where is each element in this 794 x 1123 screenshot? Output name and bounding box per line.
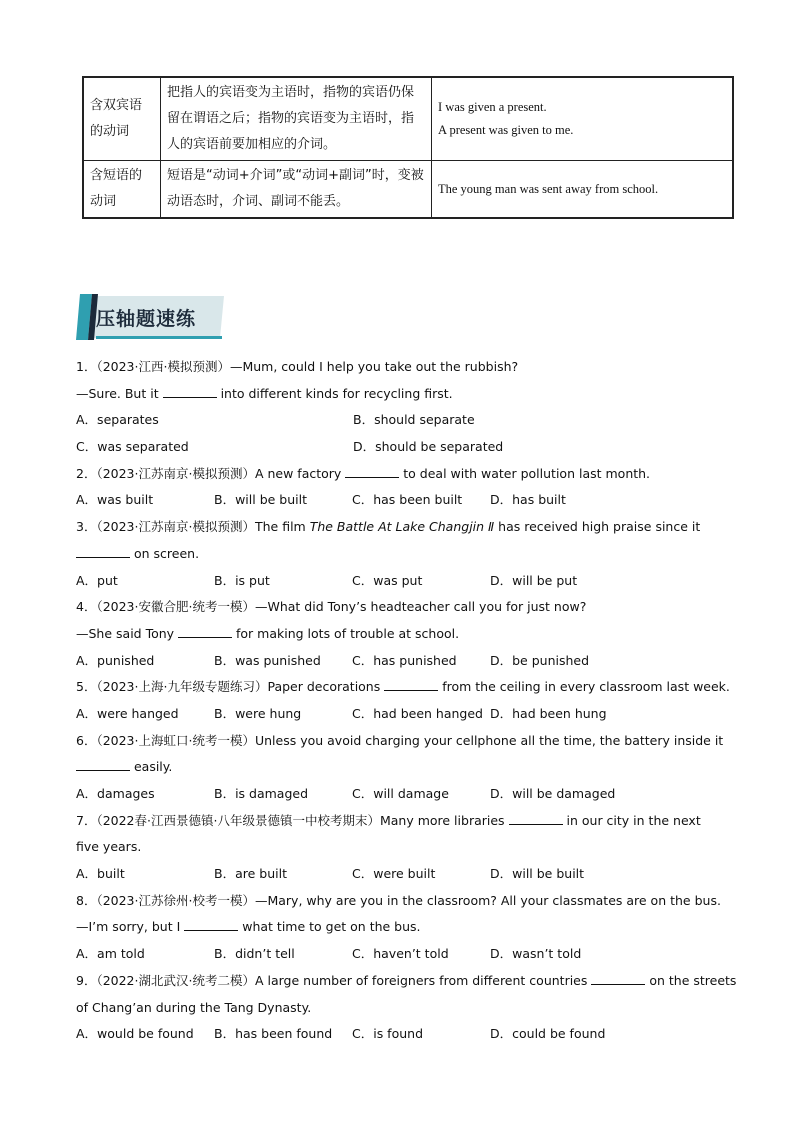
- table-row: [83, 77, 733, 161]
- options-row: [76, 861, 726, 888]
- options-row: [76, 434, 726, 461]
- options-row: [76, 941, 726, 968]
- stem-text: easily.: [130, 759, 173, 775]
- answer-option[interactable]: C．had been hanged: [352, 705, 483, 721]
- answer-option[interactable]: B．will be built: [214, 492, 307, 508]
- stem-text: to deal with water pollution last month.: [399, 465, 651, 481]
- answer-option[interactable]: D．will be damaged: [490, 786, 616, 801]
- answer-option[interactable]: A．am told: [76, 946, 145, 962]
- answer-option[interactable]: C．haven’t told: [352, 946, 449, 962]
- answer-option[interactable]: D．should be separated: [353, 439, 504, 455]
- verb-type-cell: 含短语的动词: [83, 161, 161, 219]
- stem-text: The film: [254, 519, 310, 535]
- answer-option[interactable]: D．will be put: [490, 572, 578, 588]
- stem-text: —Sure. But it: [76, 385, 163, 401]
- answer-option[interactable]: C．will damage: [352, 786, 449, 801]
- stem-text: A new factory: [254, 465, 346, 481]
- table-row: [83, 161, 733, 219]
- stem-text: of Chang’an during the Tang Dynasty.: [76, 999, 312, 1015]
- answer-option[interactable]: A．separates: [76, 412, 159, 428]
- question-stem-line: [76, 514, 726, 541]
- question-number: 3．: [76, 519, 97, 535]
- question-number: 7．: [76, 812, 97, 828]
- answer-option[interactable]: B．should separate: [353, 412, 475, 428]
- stem-text: for making lots of trouble at school.: [232, 625, 460, 641]
- question-source: （2023·上海虹口·统考一模）: [96, 732, 255, 748]
- question-item: [76, 888, 726, 968]
- question-stem-line: [76, 354, 726, 381]
- question-number: 6．: [76, 732, 97, 748]
- stem-text: A large number of foreigners from different countries: [254, 972, 592, 988]
- question-stem-line: [76, 381, 726, 408]
- question-number: 8．: [76, 892, 97, 908]
- answer-option[interactable]: A．built: [76, 866, 125, 882]
- stem-text: —Mary, why are you in the classroom? All your classmates are on the bus.: [254, 892, 721, 908]
- question-item: [76, 808, 726, 888]
- answer-blank: [591, 970, 645, 985]
- options-row: [76, 1021, 726, 1048]
- answer-option[interactable]: B．are built: [214, 866, 287, 882]
- answer-option[interactable]: C．has punished: [352, 652, 457, 668]
- options-row: [76, 487, 726, 514]
- question-number: 1．: [76, 359, 97, 374]
- question-item: [76, 728, 726, 808]
- answer-option[interactable]: D．be punished: [490, 652, 590, 668]
- options-row: [76, 701, 726, 728]
- answer-option[interactable]: C．was put: [352, 572, 423, 588]
- question-stem-line: [76, 968, 737, 995]
- answer-option[interactable]: A．was built: [76, 492, 154, 508]
- question-source: （2023·上海·九年级专题练习）: [96, 679, 268, 695]
- stem-text: —She said Tony: [76, 625, 179, 641]
- answer-option[interactable]: A．would be found: [76, 1026, 194, 1042]
- rule-cell: 把指人的宾语变为主语时，指物的宾语仍保留在谓语之后；指物的宾语变为主语时，指人的宾语前要加相应的介词。: [161, 77, 432, 161]
- film-title: The Battle At Lake Changjin Ⅱ: [309, 519, 495, 535]
- answer-option[interactable]: C．has been built: [352, 492, 463, 508]
- question-stem-line: [76, 888, 726, 915]
- answer-option[interactable]: B．didn’t tell: [214, 946, 295, 962]
- example-cell: [432, 161, 734, 219]
- question-number: 9．: [76, 972, 97, 988]
- answer-option[interactable]: B．was punished: [214, 652, 321, 668]
- answer-blank: [184, 916, 238, 931]
- question-item: [76, 461, 726, 514]
- question-source: （2023·安徽合肥·统考一模）: [96, 599, 255, 615]
- question-stem-line: [76, 754, 726, 781]
- answer-blank: [178, 623, 232, 638]
- stem-text: —What did Tony’s headteacher call you for just now?: [254, 599, 587, 615]
- answer-option[interactable]: D．could be found: [490, 1026, 606, 1042]
- answer-blank: [76, 543, 130, 558]
- question-item: [76, 354, 726, 461]
- stem-text: has received high praise since it: [494, 519, 701, 535]
- question-source: （2023·江苏南京·模拟预测）: [96, 465, 255, 481]
- rule-cell: 短语是“动词+介词”或“动词+副词”时，变被动语态时，介词、副词不能丢。: [161, 161, 432, 219]
- example-sentence: The young man was sent away from school.: [438, 181, 659, 196]
- answer-option[interactable]: D．has built: [490, 492, 566, 508]
- question-item: [76, 674, 730, 727]
- answer-blank: [509, 810, 563, 825]
- answer-blank: [76, 756, 130, 771]
- stem-text: Unless you avoid charging your cellphone all the time, the battery inside it: [254, 732, 724, 748]
- question-source: （2022春·江西景德镇·八年级景德镇一中校考期末）: [96, 812, 380, 828]
- question-stem-line: [76, 995, 726, 1022]
- answer-option[interactable]: A．put: [76, 572, 118, 588]
- answer-option[interactable]: A．were hanged: [76, 705, 179, 721]
- answer-option[interactable]: B．is damaged: [214, 786, 309, 801]
- stem-text: from the ceiling in every classroom last week.: [438, 679, 730, 695]
- answer-option[interactable]: A．punished: [76, 652, 155, 668]
- answer-option[interactable]: C．is found: [352, 1026, 424, 1042]
- stem-text: on the streets: [645, 972, 737, 988]
- answer-option[interactable]: D．will be built: [490, 866, 585, 882]
- answer-option[interactable]: B．has been found: [214, 1026, 333, 1042]
- question-stem-line: [76, 621, 726, 648]
- answer-option[interactable]: A．damages: [76, 786, 155, 801]
- stem-text: into different kinds for recycling first.: [216, 385, 453, 401]
- question-stem-line: [76, 914, 726, 941]
- question-number: 5．: [76, 679, 97, 695]
- stem-text: five years.: [76, 839, 142, 855]
- question-list: [76, 354, 737, 1048]
- question-item: [76, 514, 726, 594]
- question-stem-line: [76, 674, 730, 701]
- question-stem-line: [76, 728, 726, 755]
- example-sentence: A present was given to me.: [438, 123, 574, 137]
- answer-blank: [163, 383, 217, 398]
- question-stem-line: [76, 541, 726, 568]
- stem-text: on screen.: [130, 545, 200, 561]
- question-item: [76, 968, 737, 1048]
- answer-option[interactable]: B．were hung: [214, 705, 302, 721]
- answer-option[interactable]: B．is put: [214, 572, 270, 588]
- question-stem-line: [76, 594, 726, 621]
- answer-option[interactable]: D．wasn’t told: [490, 946, 582, 962]
- options-row: [76, 407, 726, 434]
- example-sentence: I was given a present.: [438, 100, 547, 114]
- stem-text: —Mum, could I help you take out the rubbish?: [229, 359, 519, 374]
- answer-option[interactable]: C．were built: [352, 866, 436, 882]
- answer-option[interactable]: C．was separated: [76, 439, 189, 455]
- answer-blank: [384, 676, 438, 691]
- question-source: （2023·江西·模拟预测）: [96, 359, 230, 374]
- stem-text: Many more libraries: [379, 812, 509, 828]
- stem-text: —I’m sorry, but I: [76, 919, 185, 935]
- question-source: （2023·江苏南京·模拟预测）: [96, 519, 255, 535]
- section-banner: [76, 294, 226, 342]
- section-title: 压轴题速练: [96, 308, 197, 330]
- answer-option[interactable]: D．had been hung: [490, 705, 607, 721]
- options-row: [76, 781, 726, 808]
- question-source: （2022·湖北武汉·统考二模）: [96, 972, 255, 988]
- options-row: [76, 568, 726, 595]
- question-number: 2．: [76, 465, 97, 481]
- question-stem-line: [76, 461, 726, 488]
- question-source: （2023·江苏徐州·校考一模）: [96, 892, 255, 908]
- grammar-rules-table: [82, 76, 734, 219]
- verb-type-cell: 含双宾语的动词: [83, 77, 161, 161]
- question-stem-line: [76, 808, 726, 835]
- question-number: 4．: [76, 599, 97, 615]
- example-cell: [432, 77, 734, 161]
- stem-text: Paper decorations: [267, 679, 385, 695]
- stem-text: what time to get on the bus.: [238, 919, 421, 935]
- options-row: [76, 648, 726, 675]
- question-stem-line: [76, 834, 726, 861]
- stem-text: in our city in the next: [562, 812, 701, 828]
- answer-blank: [345, 463, 399, 478]
- question-item: [76, 594, 726, 674]
